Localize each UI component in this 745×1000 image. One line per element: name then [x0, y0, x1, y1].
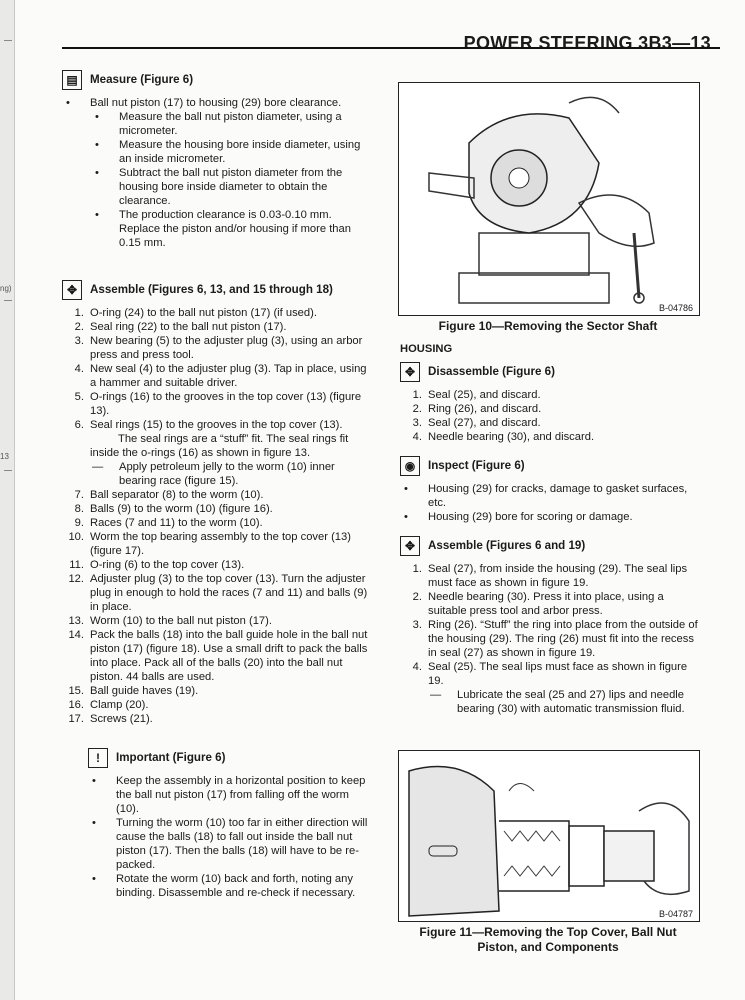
page-edge	[0, 0, 15, 1000]
assemble-icon: ✥	[62, 280, 82, 300]
important-bullet: • Keep the assembly in a horizontal position to keep the ball nut piston (17) from falling off the worm (10).	[88, 774, 374, 816]
steering-gear-vise-illustration	[399, 83, 699, 315]
measure-sub-item: • Measure the housing bore inside diameter, using an inside micrometer.	[62, 138, 374, 166]
figure-11-image	[398, 750, 700, 922]
list-item: 7. Ball separator (8) to the worm (10).	[74, 489, 264, 501]
housing-assemble-list	[400, 562, 702, 688]
assemble-dash-note: — Apply petroleum jelly to the worm (10) inner bearing race (figure 15).	[62, 460, 374, 488]
top-cover-removal-illustration	[399, 751, 699, 921]
disassemble-section	[400, 362, 702, 444]
inspect-bullet: • Housing (29) bore for scoring or damage.	[400, 510, 702, 524]
disassemble-heading	[400, 362, 702, 382]
list-item: 2. Needle bearing (30). Press it into place, using a suitable press tool and arbor press.	[412, 591, 664, 617]
exclamation-icon: !	[88, 748, 108, 768]
list-item: 8. Balls (9) to the worm (10) (figure 16).	[74, 503, 273, 515]
list-item: 6. Seal rings (15) to the grooves in the top cover (13).	[74, 419, 343, 431]
important-bullet: • Turning the worm (10) too far in either direction will cause the balls (18) to fall out inside the ball nut piston (17). Then the balls (18) will have to be re-packed.	[88, 816, 374, 872]
list-item: 14. Pack the balls (18) into the ball guide hole in the ball nut piston (17) (figure 18). Use a small drift to pack the balls into place. Pack all of the balls (20) into the ball nut piston. 44 balls are used.	[68, 629, 368, 683]
inspect-heading	[400, 456, 702, 476]
inspect-title: Inspect (Figure 6)	[428, 459, 525, 472]
edge-tab-text: 13	[0, 452, 9, 461]
measure-icon: ▤	[62, 70, 82, 90]
figure-11-code: B-04787	[658, 909, 693, 919]
assemble-note: The seal rings are a “stuff” fit. The seal rings fit inside the o-rings (16) as shown in figure 13.	[90, 433, 349, 459]
edge-tick	[4, 300, 12, 301]
list-item: 10. Worm the top bearing assembly to the top cover (13) (figure 17).	[68, 531, 351, 557]
measure-heading	[62, 70, 374, 90]
list-item: 13. Worm (10) to the ball nut piston (17).	[68, 615, 272, 627]
inspect-section	[400, 456, 702, 524]
list-item: 17. Screws (21).	[68, 713, 153, 725]
assemble-section	[62, 280, 374, 726]
measure-section	[62, 70, 374, 250]
list-item: 5. O-rings (16) to the grooves in the top cover (13) (figure 13).	[74, 391, 362, 417]
assemble-icon: ✥	[400, 536, 420, 556]
list-item: 1. Seal (25), and discard.	[412, 389, 541, 401]
list-item: 4. Needle bearing (30), and discard.	[412, 431, 595, 443]
measure-bullet: • Ball nut piston (17) to housing (29) bore clearance.	[62, 96, 374, 110]
list-item: 9. Races (7 and 11) to the worm (10).	[74, 517, 263, 529]
assemble-list-continued	[62, 488, 374, 726]
housing-assemble-dash-note: — Lubricate the seal (25 and 27) lips and needle bearing (30) with automatic transmission fluid.	[400, 688, 702, 716]
right-column	[400, 342, 702, 716]
list-item: 1. Seal (27), from inside the housing (29). The seal lips must face as shown in figure 19.	[412, 563, 688, 589]
housing-heading: HOUSING	[400, 343, 453, 355]
figure-10-caption: Figure 10—Removing the Sector Shaft	[438, 319, 658, 333]
important-title: Important (Figure 6)	[116, 751, 226, 764]
figure-10-code: B-04786	[658, 303, 693, 313]
housing-assemble-heading	[400, 536, 702, 556]
important-bullet: • Rotate the worm (10) back and forth, noting any binding. Disassemble and re-check if necessary.	[88, 872, 374, 900]
list-item: 4. New seal (4) to the adjuster plug (3). Tap in place, using a hammer and suitable driver.	[74, 363, 367, 389]
assemble-list	[62, 306, 374, 432]
list-item: 2. Ring (26), and discard.	[412, 403, 542, 415]
housing-assemble-title: Assemble (Figures 6 and 19)	[428, 539, 586, 552]
inspect-bullet: • Housing (29) for cracks, damage to gasket surfaces, etc.	[400, 482, 702, 510]
measure-sub-item: • The production clearance is 0.03-0.10 mm. Replace the piston and/or housing if more than 0.15 mm.	[62, 208, 374, 250]
important-section	[62, 748, 374, 900]
list-item: 1. O-ring (24) to the ball nut piston (17) (if used).	[74, 307, 317, 319]
left-column	[62, 70, 374, 900]
disassemble-list	[400, 388, 702, 444]
edge-tick	[4, 40, 12, 41]
list-item: 4. Seal (25). The seal lips must face as shown in figure 19.	[412, 661, 688, 687]
important-heading	[88, 748, 374, 768]
list-item: 16. Clamp (20).	[68, 699, 149, 711]
housing-assemble-section	[400, 536, 702, 716]
assemble-heading	[62, 280, 374, 300]
inspect-eye-icon: ◉	[400, 456, 420, 476]
assemble-title: Assemble (Figures 6, 13, and 15 through 18)	[90, 283, 333, 296]
edge-tick	[4, 470, 12, 471]
list-item: 15. Ball guide haves (19).	[68, 685, 199, 697]
list-item: 3. Ring (26). “Stuff” the ring into place from the outside of the housing (29). The ring (26) must fit into the recess in seal (27) as shown in figure 19.	[412, 619, 698, 659]
figure-10-image	[398, 82, 700, 316]
page-header: POWER STEERING 3B3—13	[463, 33, 711, 53]
measure-sub-item: • Measure the ball nut piston diameter, using a micrometer.	[62, 110, 374, 138]
list-item: 3. Seal (27), and discard.	[412, 417, 541, 429]
disassemble-title: Disassemble (Figure 6)	[428, 365, 555, 378]
disassemble-icon: ✥	[400, 362, 420, 382]
measure-sub-item: • Subtract the ball nut piston diameter from the housing bore inside diameter to obtain the clearance.	[62, 166, 374, 208]
list-item: 12. Adjuster plug (3) to the top cover (13). Turn the adjuster plug in enough to hold the races (7 and 11) and balls (9) in place.	[68, 573, 368, 613]
list-item: 11. O-ring (6) to the top cover (13).	[69, 559, 245, 571]
list-item: 3. New bearing (5) to the adjuster plug (3), using an arbor press and press tool.	[74, 335, 363, 361]
list-item: 2. Seal ring (22) to the ball nut piston (17).	[74, 321, 287, 333]
edge-tab-text: ng)	[0, 284, 12, 293]
header-rule	[62, 47, 720, 49]
measure-title: Measure (Figure 6)	[90, 73, 194, 86]
figure-11-caption: Figure 11—Removing the Top Cover, Ball Nut Piston, and Components	[419, 925, 677, 954]
